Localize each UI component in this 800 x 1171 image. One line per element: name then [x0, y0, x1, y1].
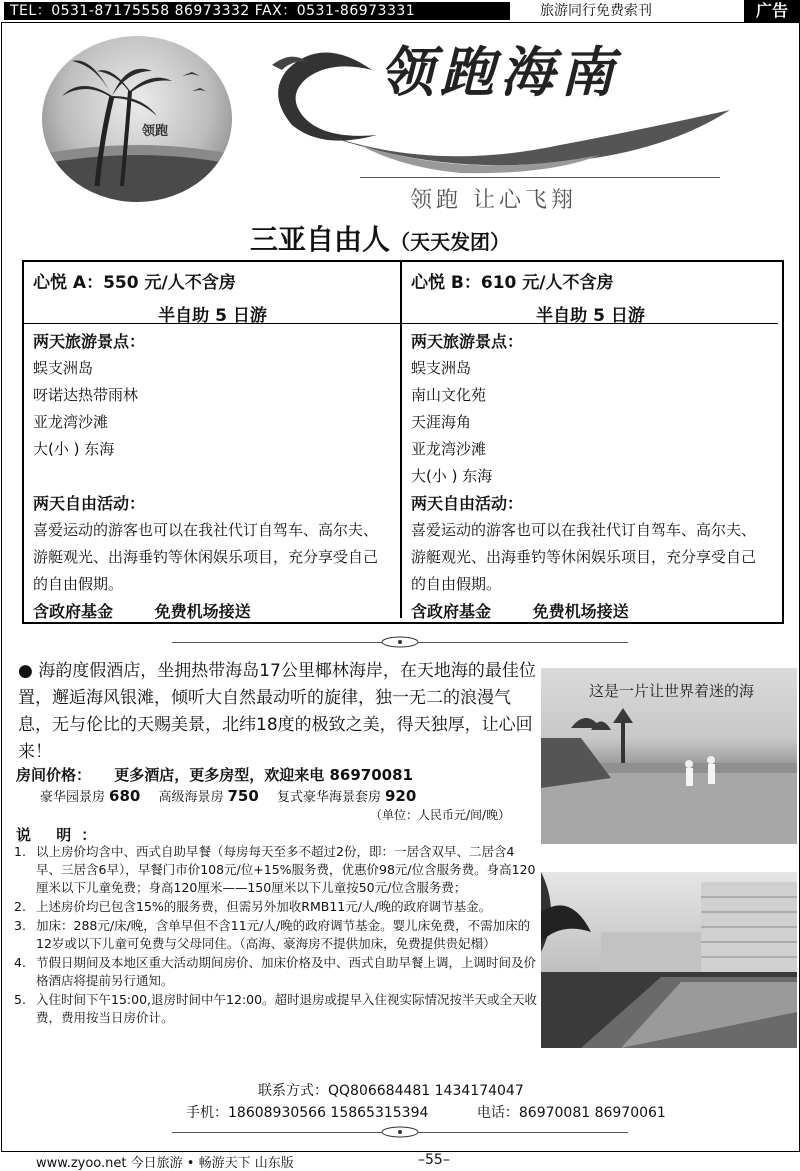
room-price: 920 [384, 787, 417, 805]
ornament-icon [380, 636, 420, 648]
package-b-free-title: 两天自由活动： [411, 494, 524, 513]
notes-list [14, 843, 538, 1028]
package-a-spots-title: 两天旅游景点： [33, 332, 146, 351]
wave-decoration-icon [300, 105, 730, 175]
footer-site: www.zyoo.net 今日旅游 • 畅游天下 山东版 [36, 1156, 294, 1171]
package-a-fund: 含政府基金 [33, 602, 114, 621]
note-number: 2. [14, 899, 26, 914]
package-b-spots-title: 两天旅游景点： [411, 332, 524, 351]
note-text: 入住时间下午15:00,退房时间中午12:00。超时退房或提早入住视实际情况按半天或全天收费，费用按当日房价计。 [36, 992, 538, 1025]
package-a-pickup: 免费机场接送 [154, 602, 251, 621]
hotel-pool-photo [541, 872, 797, 1048]
list-item [14, 991, 538, 1027]
note-text: 节假日期间及本地区重大活动期间房价、加床价格及中、西式自助早餐上调，上调时间及价格酒店将提前另行通知。 [36, 955, 537, 988]
page-title [250, 218, 510, 258]
slogan: 领跑 让心飞翔 [410, 188, 577, 213]
package-a [25, 262, 400, 621]
package-b-type: 半自助 5 日游 [536, 306, 645, 326]
list-item [14, 898, 538, 916]
contact-mobile: 手机：18608930566 15865315394 [186, 1105, 429, 1121]
note-text: 上述房价均已包含15%的服务费，但需另外加收RMB11元/人/晚的政府调节基金。 [36, 899, 492, 914]
note-number: 5. [14, 992, 26, 1007]
price-row [16, 764, 413, 785]
room-price: 680 [109, 787, 141, 805]
package-a-free-title: 两天自由活动： [33, 494, 146, 513]
package-a-footer [33, 598, 392, 625]
price-text: 更多酒店，更多房型，欢迎来电 86970081 [114, 766, 413, 784]
index-label: 旅游同行免费索刊 [540, 3, 652, 19]
list-item: 呀诺达热带雨林 [33, 386, 139, 404]
list-item: 天涯海角 [411, 413, 472, 431]
palm-tree-icon [42, 36, 232, 202]
ornament-icon [380, 1126, 420, 1138]
hotel-intro: ● 海韵度假酒店，坐拥热带海岛17公里椰林海岸，在天地海的最佳位置，邂逅海风银滩，倾听大自然最动听的旋律，独一无二的浪漫气息，无与伦比的天赐美景，北纬18度的极致之美，得天独厚，让心回来！ [18, 661, 536, 762]
note-text: 加床：288元/床/晚，含单早但不含11元/人/晚的政府调节基金。婴儿床免费，不需加床的12岁或以下儿童可免费与父母同住。（高海、豪海房不提供加床，免费提供贵妃榻） [36, 918, 531, 951]
room-name: 豪华园景房 [40, 790, 106, 805]
room-name: 复式豪华海景套房 [276, 790, 381, 805]
beach-photo [541, 668, 797, 844]
package-b-fund: 含政府基金 [411, 602, 492, 621]
note-number: 4. [14, 955, 26, 970]
package-a-type: 半自助 5 日游 [158, 306, 267, 326]
room-name: 高级海景房 [158, 790, 224, 805]
note-text: 以上房价均含中、西式自助早餐（每房每天至多不超过2份，即：一居含双早、二居含4早、三居含6早），早餐门市价108元/位+15%服务费，优惠价98元/位含服务费。身高120厘米以下儿童免费；身高120厘米——150厘米以下儿童按50元/位含服务费； [36, 844, 536, 895]
list-item [14, 954, 538, 990]
beach-logo-image [42, 36, 232, 202]
brand-name: 领跑海南 [380, 40, 620, 104]
list-item: 亚龙湾沙滩 [411, 440, 487, 458]
list-item: 蜈支洲岛 [411, 359, 472, 377]
top-bar [0, 0, 800, 22]
ad-label: 广告 [744, 0, 800, 22]
room-price: 750 [227, 787, 259, 805]
package-b-free-text: 喜爱运动的游客也可以在我社代订自驾车、高尔夫、游艇观光、出海垂钓等休闲娱乐项目，充分享受自己的自由假期。 [411, 521, 757, 593]
note-number: 3. [14, 918, 26, 933]
list-item: 大(小 ) 东海 [33, 440, 115, 458]
price-unit: （单位：人民币元/间/晚） [370, 808, 511, 822]
photo-caption: 这是一片让世界着迷的海 [589, 682, 755, 700]
hotel-scene-icon [541, 872, 797, 1048]
price-label: 房间价格： [16, 766, 92, 784]
list-item: 南山文化苑 [411, 386, 487, 404]
list-item: 大(小 ) 东海 [411, 467, 493, 485]
package-b-name: 心悦 B：610 元/人不含房 [411, 273, 614, 293]
slogan-divider [360, 177, 720, 178]
logo-text: 领跑 [142, 124, 169, 139]
contact-phones [186, 1102, 666, 1122]
table-divider [400, 262, 402, 618]
contact-bar: TEL：0531-87175558 86973332 FAX：0531-86973331 [4, 2, 510, 20]
title-subtitle: （天天发团） [390, 230, 511, 254]
list-item [14, 917, 538, 953]
page-number: –55– [418, 1152, 450, 1168]
contact-phone: 电话：86970081 86970061 [476, 1105, 666, 1121]
beach-scene-icon [541, 668, 797, 844]
room-prices [40, 786, 430, 805]
list-item: 亚龙湾沙滩 [33, 413, 109, 431]
contact-qq: 联系方式：QQ806684481 1434174047 [258, 1083, 524, 1099]
note-number: 1. [14, 844, 26, 859]
list-item: 蜈支洲岛 [33, 359, 94, 377]
package-a-free-text: 喜爱运动的游客也可以在我社代订自驾车、高尔夫、游艇观光、出海垂钓等休闲娱乐项目，充分享受自己的自由假期。 [33, 521, 379, 593]
package-a-name: 心悦 A：550 元/人不含房 [33, 273, 236, 293]
package-b-footer [411, 598, 770, 625]
package-b-pickup: 免费机场接送 [532, 602, 629, 621]
list-item [14, 843, 538, 897]
package-b [403, 262, 778, 621]
notes-title: 说 明： [16, 826, 107, 844]
title-text: 三亚自由人 [250, 223, 391, 256]
